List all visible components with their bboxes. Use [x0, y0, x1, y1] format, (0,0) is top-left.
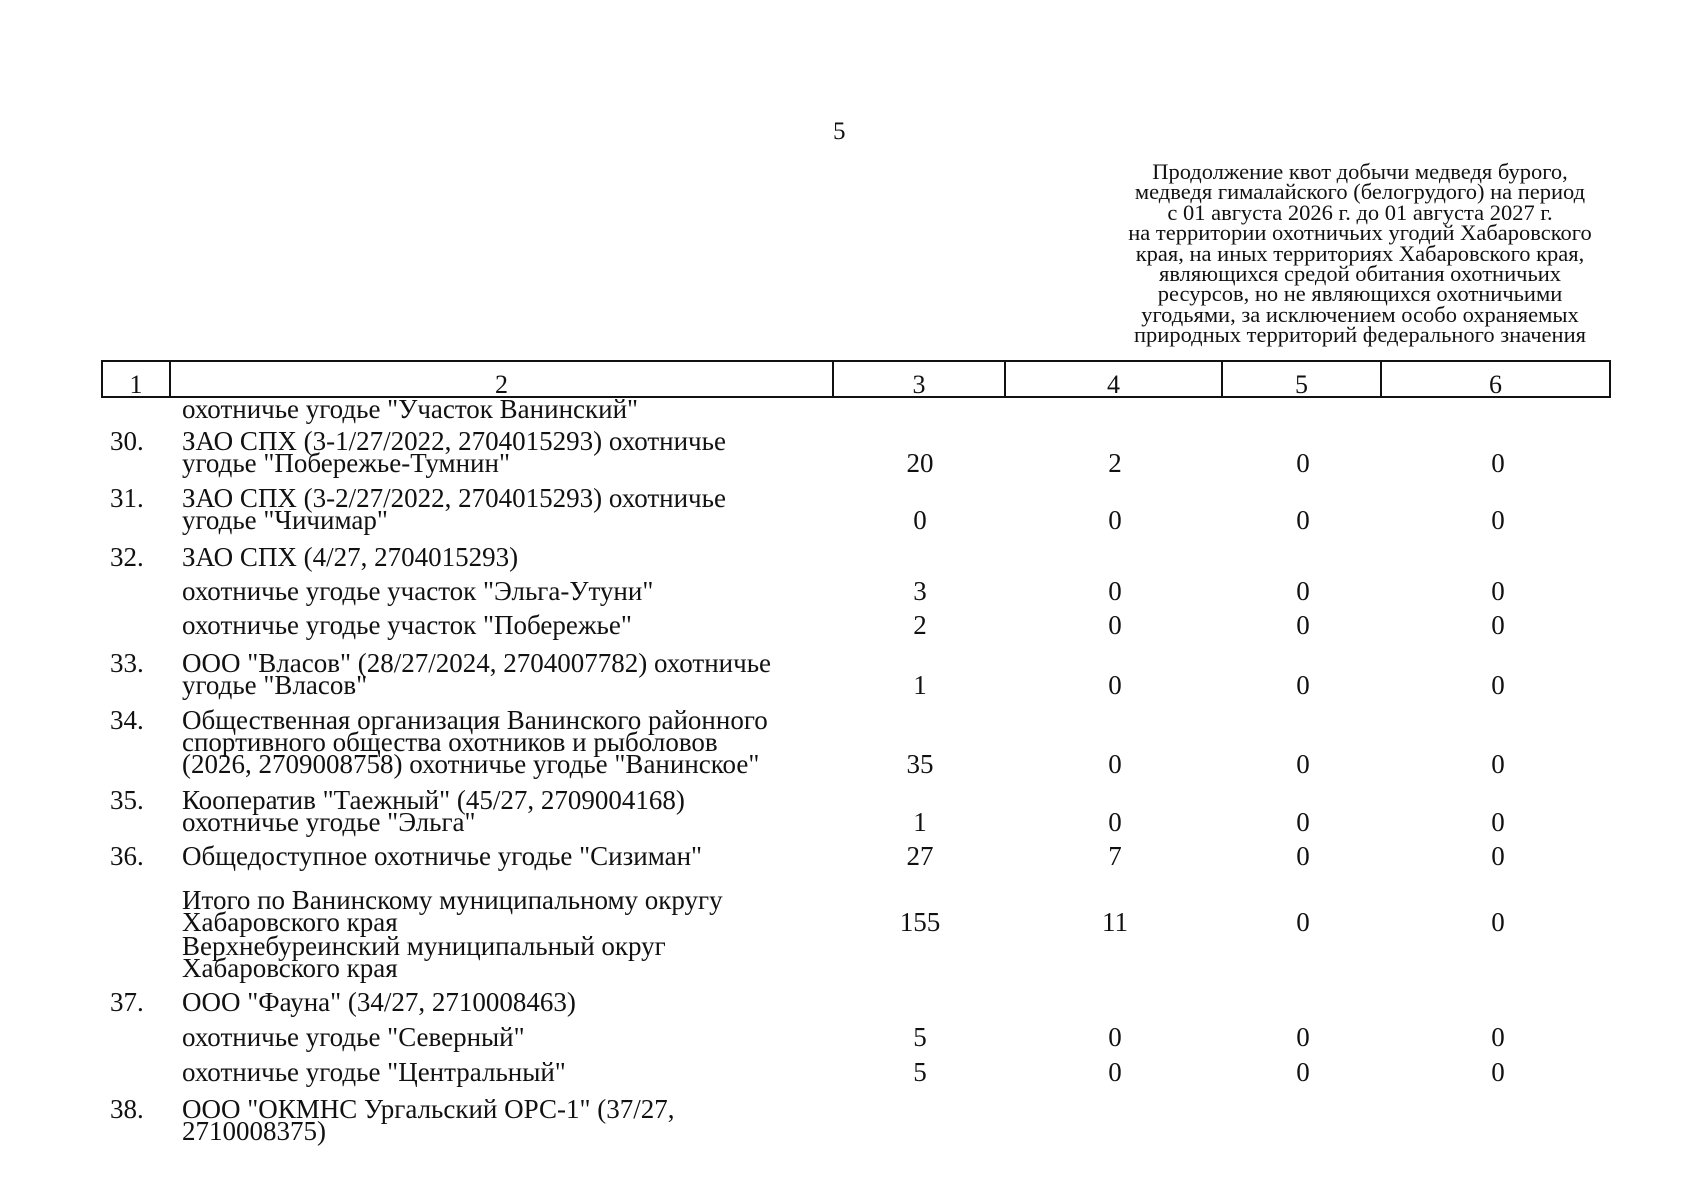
page-number: 5: [833, 118, 846, 145]
cell-col-5: 0: [1296, 1057, 1310, 1087]
row-name: [182, 841, 822, 871]
cell-col-4: 0: [1108, 576, 1122, 606]
row-name: [182, 576, 822, 606]
row-name: [182, 483, 822, 535]
row-name-line: охотничье угодье "Северный": [182, 1022, 525, 1052]
cell-col-3: 5: [913, 1057, 927, 1087]
row-number: 37.: [110, 987, 144, 1017]
row-name-line: Верхнебуреинский муниципальный округ: [182, 931, 666, 961]
row-name-line: угодье "Побережье-Тумнин": [182, 448, 510, 478]
row-name: [182, 705, 822, 779]
row-name-line: Общественная организация Ванинского районного: [182, 705, 768, 735]
cell-col-5: 0: [1296, 1022, 1310, 1052]
cell-col-3: 20: [906, 448, 934, 478]
header-cell-5: 5: [1223, 362, 1382, 396]
cell-col-4: 0: [1108, 749, 1122, 779]
cell-col-3: 155: [899, 907, 941, 937]
row-name-line: Итого по Ванинскому муниципальному округу: [182, 885, 723, 915]
cell-col-3: 35: [906, 749, 934, 779]
cell-col-3: 1: [913, 807, 927, 837]
caption-line: природных территорий федерального значения: [1134, 322, 1586, 348]
cell-col-3: 3: [913, 576, 927, 606]
row-name-line: ЗАО СПХ (3-1/27/2022, 2704015293) охотничье: [182, 426, 726, 456]
row-name-line: охотничье угодье "Участок Ванинский": [182, 394, 639, 424]
cell-col-4: 0: [1108, 1057, 1122, 1087]
cell-col-5: 0: [1296, 576, 1310, 606]
row-name: [182, 648, 822, 700]
row-name-line: угодье "Чичимар": [182, 505, 388, 535]
row-name-line: ЗАО СПХ (4/27, 2704015293): [182, 542, 519, 572]
row-name: [182, 1057, 822, 1087]
cell-col-6: 0: [1491, 1022, 1505, 1052]
cell-col-4: 7: [1108, 841, 1122, 871]
cell-col-4: 0: [1108, 505, 1122, 535]
cell-col-6: 0: [1491, 807, 1505, 837]
header-cell-2: 2: [171, 362, 834, 396]
cell-col-5: 0: [1296, 670, 1310, 700]
row-name-line: 2710008375): [182, 1116, 326, 1146]
header-cell-1: 1: [103, 362, 171, 396]
row-name: [182, 931, 822, 983]
row-name-line: ООО "Фауна" (34/27, 2710008463): [182, 987, 576, 1017]
cell-col-5: 0: [1296, 807, 1310, 837]
row-name-line: Хабаровского края: [182, 953, 398, 983]
row-name: [182, 610, 822, 640]
row-number: 35.: [110, 785, 144, 815]
caption-line: являющихся средой обитания охотничьих: [1159, 261, 1561, 287]
cell-col-6: 0: [1491, 749, 1505, 779]
cell-col-4: 0: [1108, 1022, 1122, 1052]
row-name-line: охотничье угодье "Центральный": [182, 1057, 566, 1087]
row-name-line: охотничье угодье "Эльга": [182, 807, 476, 837]
cell-col-5: 0: [1296, 749, 1310, 779]
cell-col-3: 1: [913, 670, 927, 700]
table-header: [101, 360, 1611, 398]
row-name-line: охотничье угодье участок "Эльга-Утуни": [182, 576, 654, 606]
row-number: 30.: [110, 426, 144, 456]
row-number: 38.: [110, 1094, 144, 1124]
row-name: [182, 394, 822, 424]
row-name-line: ООО "Власов" (28/27/2024, 2704007782) охотничье: [182, 648, 771, 678]
row-name-line: угодье "Власов": [182, 670, 368, 700]
row-number: 31.: [110, 483, 144, 513]
caption-line: края, на иных территориях Хабаровского края,: [1135, 240, 1585, 266]
cell-col-5: 0: [1296, 841, 1310, 871]
cell-col-4: 2: [1108, 448, 1122, 478]
caption-line: угодьями, за исключением особо охраняемых: [1141, 301, 1579, 327]
cell-col-3: 0: [913, 505, 927, 535]
row-name: [182, 426, 822, 478]
row-name-line: ЗАО СПХ (3-2/27/2022, 2704015293) охотничье: [182, 483, 726, 513]
cell-col-3: 27: [906, 841, 934, 871]
row-name: [182, 987, 822, 1017]
row-name-line: Общедоступное охотничье угодье "Сизиман": [182, 841, 703, 871]
cell-col-4: 0: [1108, 670, 1122, 700]
cell-col-5: 0: [1296, 505, 1310, 535]
cell-col-6: 0: [1491, 576, 1505, 606]
cell-col-4: 0: [1108, 610, 1122, 640]
row-name: [182, 1022, 822, 1052]
cell-col-6: 0: [1491, 610, 1505, 640]
caption-line: медведя гималайского (белогрудого) на период: [1134, 179, 1586, 205]
row-name-line: ООО "ОКМНС Ургальский ОРС-1" (37/27,: [182, 1094, 675, 1124]
caption-line: на территории охотничьих угодий Хабаровского: [1128, 220, 1592, 246]
cell-col-5: 0: [1296, 907, 1310, 937]
caption-line: с 01 августа 2026 г. до 01 августа 2027 г.: [1167, 199, 1553, 225]
cell-col-6: 0: [1491, 670, 1505, 700]
table-caption: [1060, 159, 1660, 348]
row-name: [182, 542, 822, 572]
row-number: 32.: [110, 542, 144, 572]
cell-col-5: 0: [1296, 610, 1310, 640]
cell-col-4: 11: [1102, 907, 1128, 937]
row-name-line: спортивного общества охотников и рыболовов: [182, 727, 718, 757]
cell-col-6: 0: [1491, 1057, 1505, 1087]
cell-col-3: 5: [913, 1022, 927, 1052]
row-number: 33.: [110, 648, 144, 678]
row-name-line: охотничье угодье участок "Побережье": [182, 610, 632, 640]
row-name: [182, 885, 822, 937]
cell-col-4: 0: [1108, 807, 1122, 837]
cell-col-6: 0: [1491, 505, 1505, 535]
cell-col-5: 0: [1296, 448, 1310, 478]
row-name-line: (2026, 2709008758) охотничье угодье "Ванинское": [182, 749, 760, 779]
row-name: [182, 785, 822, 837]
caption-line: ресурсов, но не являющихся охотничьими: [1157, 281, 1563, 307]
cell-col-6: 0: [1491, 448, 1505, 478]
caption-line: Продолжение квот добычи медведя бурого,: [1152, 159, 1568, 184]
row-name-line: Кооператив "Таежный" (45/27, 2709004168): [182, 785, 685, 815]
row-name: [182, 1094, 822, 1146]
row-number: 34.: [110, 705, 144, 735]
header-cell-6: 6: [1489, 370, 1502, 399]
cell-col-3: 2: [913, 610, 927, 640]
cell-col-6: 0: [1491, 841, 1505, 871]
row-name-line: Хабаровского края: [182, 907, 398, 937]
header-cell-4: 4: [1006, 362, 1223, 396]
header-cell-3: 3: [834, 362, 1006, 396]
row-number: 36.: [110, 841, 144, 871]
cell-col-6: 0: [1491, 907, 1505, 937]
